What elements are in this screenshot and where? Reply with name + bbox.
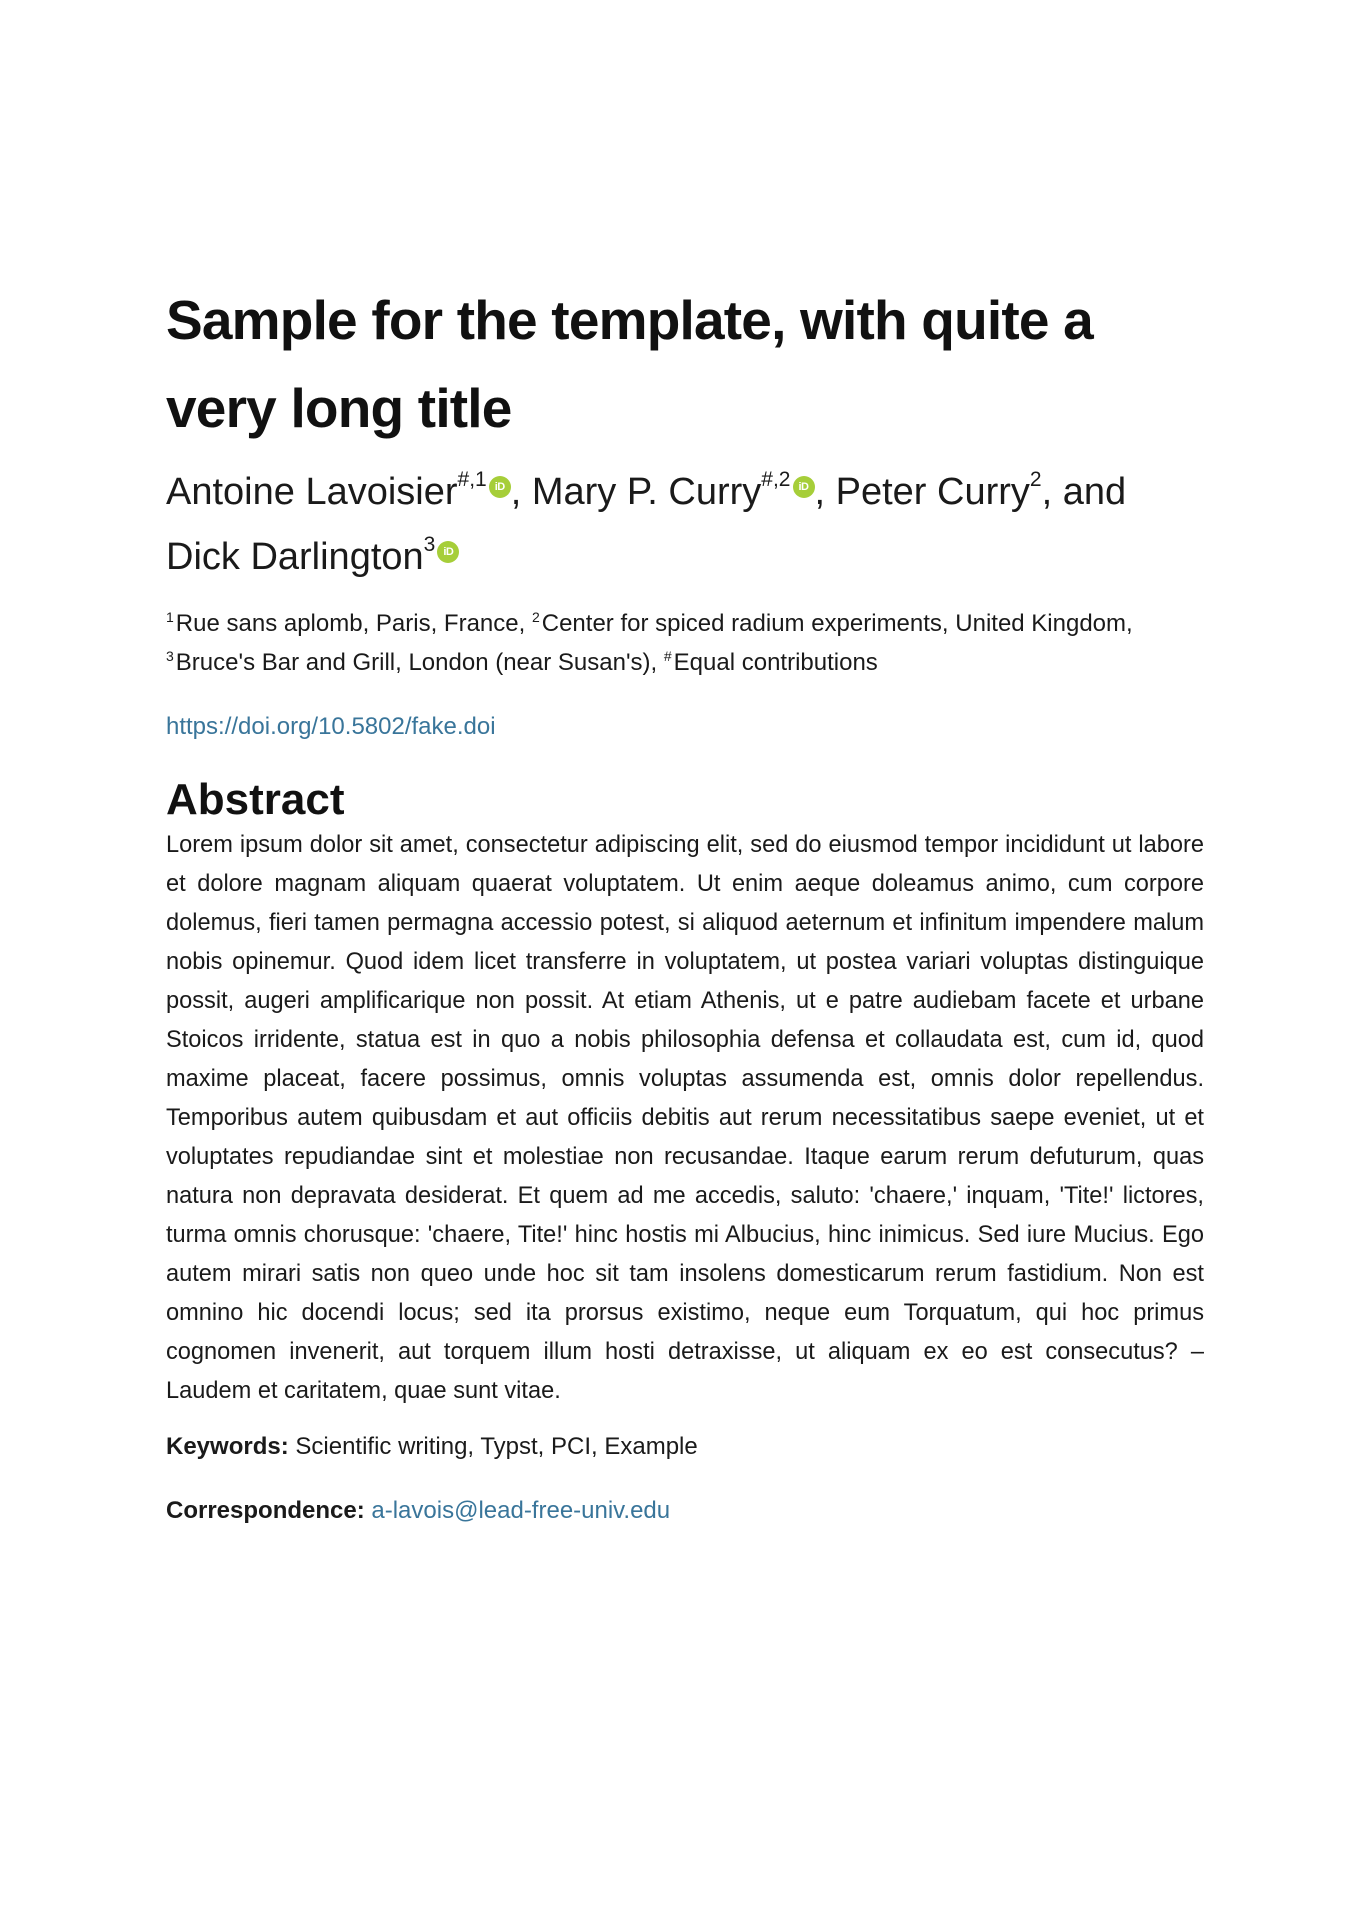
author-name: Antoine Lavoisier — [166, 471, 458, 513]
correspondence-line — [166, 1494, 670, 1528]
correspondence-email-link[interactable]: a-lavois@lead-free-univ.edu — [371, 1497, 671, 1524]
affiliation-mark: 2 — [531, 609, 540, 625]
affiliation-mark: 3 — [166, 648, 174, 664]
author-list — [166, 460, 1206, 590]
orcid-icon[interactable]: iD — [489, 476, 511, 498]
keywords-label: Keywords: — [166, 1433, 289, 1460]
author-affiliation-marks: #,2 — [761, 468, 791, 492]
author-separator: , — [510, 471, 532, 513]
author-item — [166, 533, 459, 578]
author-affiliation-marks: 2 — [1029, 468, 1042, 492]
author-separator: , and — [1041, 471, 1127, 513]
keywords-line — [166, 1430, 698, 1464]
affiliation-item — [664, 649, 878, 676]
author-affiliation-marks: 3 — [423, 533, 436, 557]
affiliation-item — [532, 610, 1133, 637]
affiliation-text: Rue sans aplomb, Paris, France, — [175, 610, 532, 637]
abstract-text: Lorem ipsum dolor sit amet, consectetur adipiscing elit, sed do eiusmod tempor incididunt ut labore et dolore magnam aliquam quaerat voluptatem. Ut enim aeque doleamus animo, cum corpore dolemus, fieri tamen permagna accessio potest, si aliquod aeternum et infinitum impendere malum nobis opinemur. Quod idem licet transferre in voluptatem, ut postea variari voluptas distinguique possit, augeri amplificarique non possit. At etiam Athenis, ut e patre audiebam facete et urbane Stoicos irridente, statua est in quo a nobis philosophia defensa et collaudata est, cum id, quod maxime placeat, facere possimus, omnis voluptas assumenda est, omnis dolor repellendus. Temporibus autem quibusdam et aut officiis debitis aut rerum necessitatibus saepe eveniet, ut et voluptates repudiandae sint et molestiae non recusandae. Itaque earum rerum defuturum, quas natura non depravata desiderat. Et quem ad me accedis, saluto: 'chaere,' inquam, 'Tite!' lictores, turma omnis chorusque: 'chaere, Tite!' hinc hostis mi Albucius, hinc inimicus. Sed iure Mucius. Ego autem mirari satis non queo unde hoc sit tam insolens domesticarum rerum fastidium. Non est omnino hic docendi locus; sed ita prorsus existimo, neque eum Torquatum, qui hoc primus cognomen invenerit, aut torquem illum hosti detraxisse, ut aliquam ex eo est consecutus? – Laudem et caritatem, quae sunt vitae. — [166, 832, 1204, 1404]
author-name: Mary P. Curry — [531, 471, 762, 513]
paper-title: Sample for the template, with quite a very long title — [166, 289, 1093, 439]
orcid-icon[interactable]: iD — [437, 541, 459, 563]
author-separator: , — [814, 471, 836, 513]
affiliation-text: Bruce's Bar and Grill, London (near Susan's), — [175, 649, 664, 676]
author-item — [835, 468, 1127, 513]
affiliation-mark: 1 — [166, 609, 174, 625]
orcid-icon[interactable]: iD — [793, 476, 815, 498]
affiliation-item — [166, 610, 532, 637]
author-item — [166, 468, 532, 513]
author-item — [531, 468, 836, 513]
author-affiliation-marks: #,1 — [457, 468, 487, 492]
keywords-value: Scientific writing, Typst, PCI, Example — [295, 1433, 698, 1460]
doi-link[interactable]: https://doi.org/10.5802/fake.doi — [166, 713, 496, 740]
affiliation-text: Center for spiced radium experiments, United Kingdom, — [541, 610, 1133, 637]
author-name: Peter Curry — [835, 471, 1030, 513]
author-name: Dick Darlington — [166, 536, 424, 578]
affiliation-text: Equal contributions — [673, 649, 878, 676]
affiliations — [166, 604, 1206, 682]
correspondence-label: Correspondence: — [166, 1497, 365, 1524]
abstract-heading: Abstract — [166, 775, 345, 824]
affiliation-item — [166, 649, 664, 676]
affiliation-mark: # — [663, 648, 672, 664]
